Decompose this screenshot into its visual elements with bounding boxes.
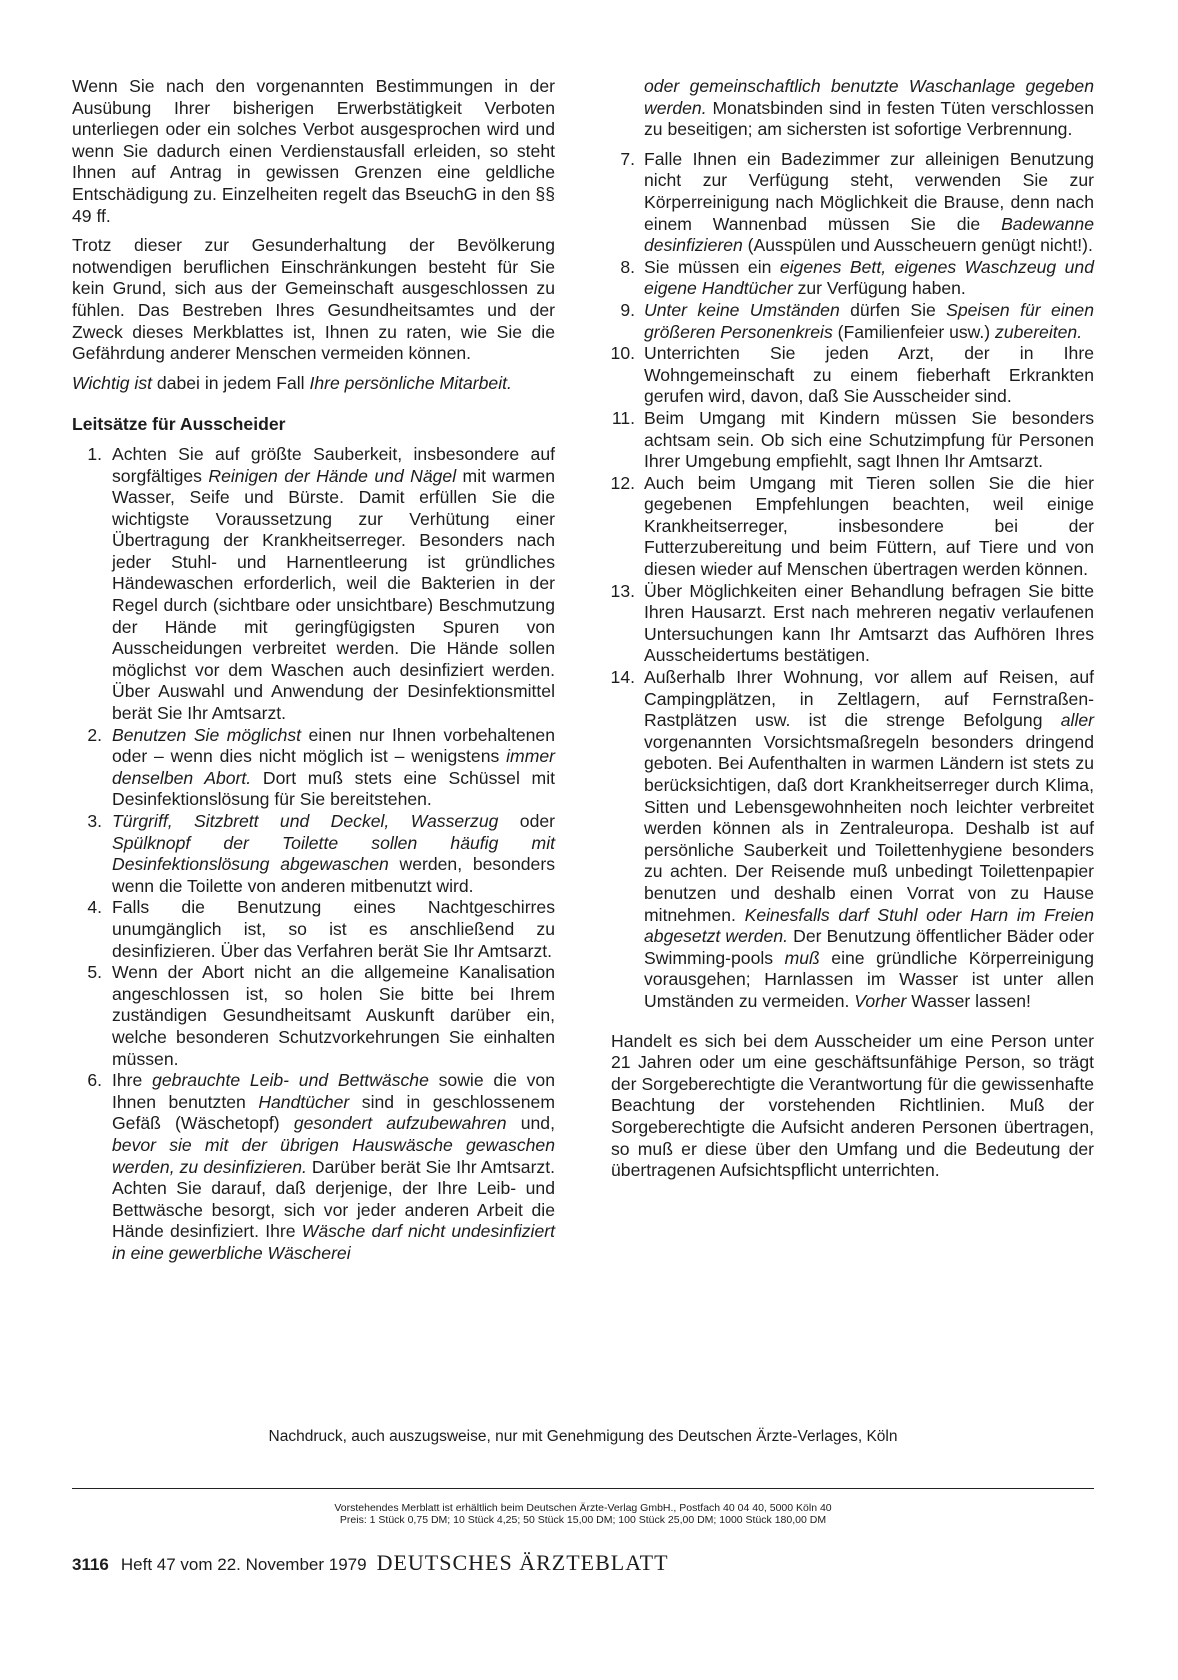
list-item: 7. Falle Ihnen ein Badezimmer zur alleinigen Benutzung nicht zur Verfügung steht, verwenden Sie zur Körperreinigung nach Möglichkeit die Brause, denn nach einem Wannenbad müssen Sie die Badewanne desinfizieren (Ausspülen und Ausscheuern genügt nicht!). <box>620 148 1094 256</box>
left-column <box>72 76 555 1264</box>
guidelines-list-left <box>72 444 555 1265</box>
paragraph-community: Trotz dieser zur Gesunderhaltung der Bevölkerung notwendigen beruflichen Einschränkungen besteht für Sie kein Grund, sich aus der Gemeinschaft ausgeschlossen zu fühlen. Das Bestreben Ihres Gesundheitsamtes und der Zweck dieses Merkblattes ist, Ihnen zu raten, wie Sie die Gefährdung anderer Menschen vermeiden können. <box>72 235 555 364</box>
list-item: 3. Türgriff, Sitzbrett und Deckel, Wasserzug oder Spülknopf der Toilette sollen häufig mit Desinfektionslösung abgewaschen werden, besonders wenn die Toilette von anderen mitbenutzt wird. <box>87 811 555 896</box>
order-info-line: Vorstehendes Merblatt ist erhältlich beim Deutschen Ärzte-Verlag GmbH., Postfach 40 04 40, 5000 Köln 40 <box>334 1502 832 1514</box>
divider <box>72 1488 1094 1489</box>
paragraph-cooperation: Wichtig ist dabei in jedem Fall Ihre persönliche Mitarbeit. <box>72 372 512 393</box>
page-number: 3116 <box>72 1555 109 1574</box>
paragraph-compensation: Wenn Sie nach den vorgenannten Bestimmungen in der Ausübung Ihrer bisherigen Erwerbstätigkeit Verboten unterliegen oder ein solches Verbot ausgesprochen wird und wenn Sie dadurch einen Verdienstausfall erleiden, so steht Ihnen auf Antrag in gewissen Grenzen eine geldliche Entschädigung zu. Einzelheiten regelt das BseuchG in den §§ 49 ff. <box>72 76 555 226</box>
list-item: 6. Ihre gebrauchte Leib- und Bettwäsche sowie die von Ihnen benutzten Handtücher sind in geschlossenem Gefäß (Wäschetopf) gesondert aufzubewahren und, bevor sie mit der übrigen Hauswäsche gewaschen werden, zu desinfizieren. Darüber berät Sie Ihr Amtsarzt. Achten Sie darauf, daß derjenige, der Ihre Leib- und Bettwäsche besorgt, sich vor jeder anderen Arbeit die Hände desinfiziert. Ihre Wäsche darf nicht undesinfiziert in eine gewerbliche Wäscherei <box>87 1070 555 1263</box>
price-info-line: Preis: 1 Stück 0,75 DM; 10 Stück 4,25; 50 Stück 15,00 DM; 100 Stück 25,00 DM; 1000 Stück 180,00 DM <box>339 1514 827 1526</box>
list-item: 4. Falls die Benutzung eines Nachtgeschirres unumgänglich ist, so ist es anschließend zu desinfizieren. Über das Verfahren berät Sie Ihr Amtsarzt. <box>87 897 555 961</box>
right-column <box>611 76 1094 1190</box>
journal-title: DEUTSCHES ÄRZTEBLATT <box>376 1550 669 1575</box>
list-item: 2. Benutzen Sie möglichst einen nur Ihnen vorbehaltenen oder – wenn dies nicht möglich ist – wenigstens immer denselben Abort. Dort muß stets eine Schüssel mit Desinfektionslösung für Sie bereitstehen. <box>87 724 556 810</box>
list-item: 13. Über Möglichkeiten einer Behandlung befragen Sie bitte Ihren Hausarzt. Erst nach mehreren negativ verlaufenen Untersuchungen kann Ihr Amtsarzt das Aufhören Ihres Ausscheidertums bestätigen. <box>610 580 1094 666</box>
list-item: 12. Auch beim Umgang mit Tieren sollen Sie die hier gegebenen Empfehlungen beachten, weil einige Krankheitserreger, insbesondere bei der Futterzubereitung und beim Füttern, auf Tiere und von diesen wieder auf Menschen übertragen werden können. <box>610 472 1094 580</box>
list-item: 14. Außerhalb Ihrer Wohnung, vor allem auf Reisen, auf Campingplätzen, in Zeltlagern, auf Fernstraßen-Rastplätzen usw. ist die strenge Befolgung aller vorgenannten Vorsichtsmaßregeln besonders dringend geboten. Bei Aufenthalten in warmen Ländern ist stets zu berücksichtigen, daß dort Krankheitserreger durch Klima, Sitten und Lebensgewohnheiten noch leichter verbreitet werden können als in Zentraleuropa. Deshalb ist auf persönliche Sauberkeit und Toilettenhygiene besonders zu achten. Der Reisende muß unbedingt Toilettenpapier benutzen und deshalb einen Vorrat von zu Hause mitnehmen. Keinesfalls darf Stuhl oder Harn im Freien abgesetzt werden. Der Benutzung öffentlicher Bäder oder Swimming-pools muß eine gründliche Körperreinigung vorausgehen; Harnlassen im Wasser ist unter allen Umständen zu vermeiden. Vorher Wasser lassen! <box>610 667 1094 1011</box>
issue-info: Heft 47 vom 22. November 1979 <box>120 1555 367 1574</box>
list-item: 9. Unter keine Umständen dürfen Sie Speisen für einen größeren Personenkreis (Familienfeier usw.) zubereiten. <box>620 299 1095 342</box>
item-6-continuation: oder gemeinschaftlich benutzte Waschanlage gegeben werden. Monatsbinden sind in festen Tüten verschlossen zu beseitigen; am sichersten ist sofortige Verbrennung. <box>644 76 1094 140</box>
section-heading: Leitsätze für Ausscheider <box>72 414 286 435</box>
list-item: 10. Unterrichten Sie jeden Arzt, der in Ihre Wohngemeinschaft zu einem fieberhaft Erkrankten gerufen wird, davon, daß Sie Ausscheider sind. <box>610 343 1094 407</box>
guidelines-list-right <box>611 149 1094 1013</box>
list-item: 8. Sie müssen ein eigenes Bett, eigenes Waschzeug und eigene Handtücher zur Verfügung haben. <box>620 256 1095 299</box>
list-item: 5. Wenn der Abort nicht an die allgemeine Kanalisation angeschlossen ist, so holen Sie bitte bei Ihrem zuständigen Gesundheitsamt Auskunft darüber ein, welche besonderen Schutzvorkehrungen Sie einhalten müssen. <box>87 962 555 1069</box>
reprint-notice: Nachdruck, auch auszugsweise, nur mit Genehmigung des Deutschen Ärzte-Verlages, Köln <box>268 1428 898 1445</box>
paragraph-guardian: Handelt es sich bei dem Ausscheider um eine Person unter 21 Jahren oder um eine geschäftsunfähige Person, so trägt der Sorgeberechtigte die Verantwortung für die gewissenhafte Beachtung der vorstehenden Richtlinien. Muß der Sorgeberechtigte die Aufsicht anderen Personen übertragen, so muß er diese über den Umfang und die Bedeutung der übertragenen Aufsichtspflicht unterrichten. <box>611 1030 1094 1181</box>
page-footer <box>72 1548 669 1578</box>
list-item: 1. Achten Sie auf größte Sauberkeit, insbesondere auf sorgfältiges Reinigen der Hände und Nägel mit warmen Wasser, Seife und Bürste. Damit erfüllen Sie die wichtigste Voraussetzung zur Verhütung einer Übertragung der Krankheitserreger. Besonders nach jeder Stuhl- und Harnentleerung ist gründliches Händewaschen erforderlich, weil die Bakterien in der Regel durch (sichtbare oder unsichtbare) Beschmutzung der Hände mit geringfügigsten Spuren von Ausscheidungen verbreitet werden. Die Hände sollen möglichst vor dem Waschen auch desinfiziert werden. Über Auswahl und Anwendung der Desinfektionsmittel berät Sie Ihr Amtsarzt. <box>87 443 555 724</box>
list-item: 11. Beim Umgang mit Kindern müssen Sie besonders achtsam sein. Ob sich eine Schutzimpfung für Personen Ihrer Umgebung empfiehlt, sagt Ihnen Ihr Amtsarzt. <box>611 407 1094 472</box>
